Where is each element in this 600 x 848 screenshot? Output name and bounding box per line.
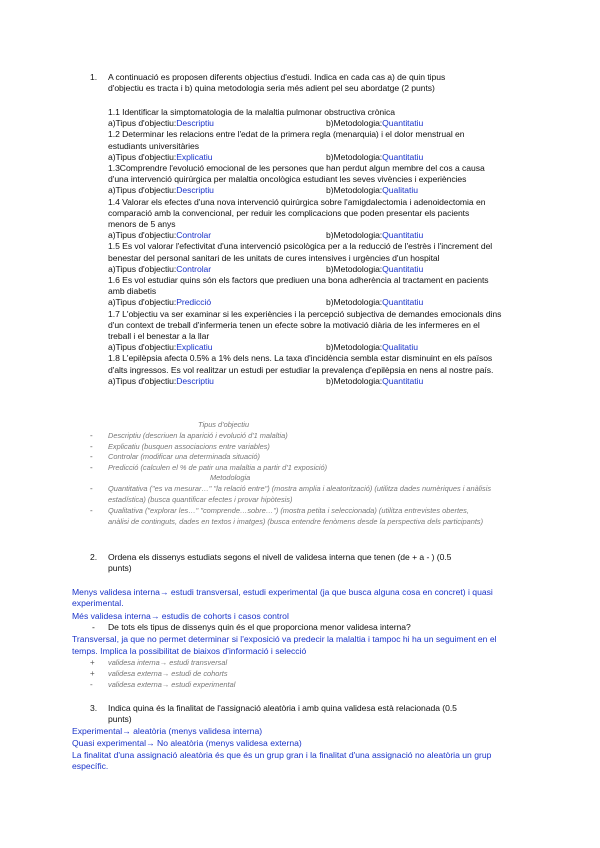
- q1-item-text: d'una intervenció quirúrgica per malaltia oncològica estudiant les seves vivències i experiències: [108, 174, 467, 185]
- q1-item-method-row: [326, 297, 423, 308]
- type-label: a)Tipus d'objectiu:: [108, 230, 177, 241]
- method-label: b)Metodologia:: [326, 151, 383, 162]
- q1-item-text: 1.1 Identificar la simptomatologia de la malaltia pulmonar obstructiva crònica: [108, 107, 396, 117]
- list-marker: +: [90, 669, 95, 678]
- type-value: Controlar: [176, 263, 212, 274]
- q1-item-text: menors de 5 anys: [108, 219, 176, 229]
- type-value: Explicatiu: [176, 151, 213, 162]
- method-value: Quantitatiu: [382, 263, 424, 274]
- q1-item-text: comparació amb la convencional, per reduir les complicacions que poden presentar els pacients: [108, 207, 470, 218]
- q2-sub-marker: -: [92, 622, 95, 632]
- q3-text-line-2: punts): [108, 714, 132, 724]
- method-label: b)Metodologia:: [326, 185, 383, 196]
- q1-item-answer-row: [108, 376, 214, 387]
- bullet-dash: -: [90, 462, 93, 472]
- q1-item-text: 1.8 L'epilèpsia afecta 0.5% a 1% dels nens. La taxa d'incidència sembla estar disminuint en els països: [108, 353, 493, 364]
- q1-item-answer-row: [108, 152, 212, 163]
- bullet-dash: -: [90, 484, 93, 493]
- notes-method-item: Quantitativa ("es va mesurar…" "la relació entre") (mostra amplia i aleatorització) (utilitza dades numèriques i anàlisis: [108, 484, 492, 493]
- q1-item-answer-row: [108, 297, 211, 308]
- type-label: a)Tipus d'objectiu:: [108, 263, 177, 274]
- q1-text-line-1: A continuació es proposen diferents objectius d'estudi. Indica en cada cas a) de quin tipus: [108, 72, 446, 82]
- q1-item-method-row: [326, 185, 418, 196]
- notes-objective-item: Descriptiu (descriuen la aparició i evolució d'1 malaltia): [108, 431, 288, 440]
- q1-item-answer-row: [108, 185, 214, 196]
- q1-item-text: amb diabetis: [108, 286, 157, 297]
- method-label: b)Metodologia:: [326, 263, 383, 274]
- type-value: Descriptiu: [176, 118, 214, 129]
- q1-item-text: 1.2 Determinar les relacions entre l'edat de la primera regla (menarquia) i el dolor menstrual en: [108, 129, 465, 140]
- type-value: Explicatiu: [176, 342, 213, 353]
- q2-validity-item: validesa interna→ estudi transversal: [108, 658, 228, 667]
- type-label: a)Tipus d'objectiu:: [108, 342, 177, 353]
- q1-item-method-row: [326, 152, 423, 163]
- q1-item-text: estudiants universitàries: [108, 140, 199, 151]
- q1-item-method-row: [326, 118, 423, 129]
- method-label: b)Metodologia:: [326, 375, 383, 386]
- method-value: Quantitatiu: [382, 297, 424, 308]
- q1-item-text: 1.4 Valorar els efectes d'una nova intervenció quirúrgica sobre l'amigdalectomia i adenoidectomia en: [108, 196, 486, 207]
- q1-item-method-row: [326, 230, 423, 241]
- type-label: a)Tipus d'objectiu:: [108, 297, 177, 308]
- q1-item-text: 1.7 L'objectiu va ser examinar si les experiències i la percepció subjectiva de demandes emocionals dins: [108, 308, 502, 319]
- method-label: b)Metodologia:: [326, 118, 383, 129]
- bullet-dash: -: [90, 506, 93, 515]
- q1-item-text: benestar del personal sanitari de les unitats de cures intensives i urgències d'un hospital: [108, 252, 440, 263]
- q1-item-text: d'un context de treball d'infermeria tenen un efecte sobre la motivació diària de les infermeres en el: [108, 319, 480, 330]
- q1-item-answer-row: [108, 118, 214, 129]
- q2-answer-line-1: Menys validesa interna→ estudi transversal, estudi experimental (ja que busca alguna cosa en concret) i quasi: [72, 587, 493, 597]
- q1-item-text: treball i el benestar a la llar: [108, 331, 210, 341]
- q1-item-text: d'alts ingressos. Es vol realitzar un estudi per estudiar la prevalença d'epilèpsia en nens al nostre país.: [108, 364, 494, 375]
- notes-method-item: anàlisi de continguts, dades en textos i imatges) (busca entendre fenòmens desde la perspectiva dels participants): [108, 517, 484, 526]
- q3-text-line-1: Indica quina és la finalitat de l'assignació aleatòria i amb quina validesa està relacionada (0.5: [108, 703, 457, 713]
- q1-item-answer-row: [108, 264, 211, 275]
- q1-item-method-row: [326, 264, 423, 275]
- method-label: b)Metodologia:: [326, 230, 383, 241]
- q2-sub-question: De tots els tipus de dissenys quin és el que proporciona menor validesa interna?: [108, 622, 411, 632]
- method-label: b)Metodologia:: [326, 342, 383, 353]
- type-label: a)Tipus d'objectiu:: [108, 151, 177, 162]
- q1-item-text: 1.3Comprendre l'evolució emocional de les persones que han perdut algun membre del cos a causa: [108, 163, 485, 173]
- q1-item-answer-row: [108, 342, 212, 353]
- q3-number: 3.: [90, 703, 98, 713]
- method-label: b)Metodologia:: [326, 297, 383, 308]
- type-value: Controlar: [176, 230, 212, 241]
- list-marker: +: [90, 658, 95, 667]
- method-value: Qualitatiu: [382, 342, 418, 353]
- type-label: a)Tipus d'objectiu:: [108, 185, 177, 196]
- bullet-dash: -: [90, 431, 93, 440]
- notes-objective-item: Predicció (calculen el % de patir una malaltia a partir d'1 exposició): [108, 462, 328, 472]
- q2-sub-answer-line-2: temps. Implica la possibilitat de biaixos d'informació i selecció: [72, 646, 307, 656]
- q1-item-method-row: [326, 376, 423, 387]
- method-value: Quantitatiu: [382, 375, 424, 386]
- q2-answer-line-3: Més validesa interna→ estudis de cohorts i casos control: [72, 611, 289, 621]
- notes-method-item: Qualitativa ("explorar les…" "comprende…sobre…") (mostra petita i seleccionada) (utilitza entrevistes obertes,: [108, 506, 469, 515]
- q2-answer-line-2: experimental.: [72, 598, 124, 608]
- notes-method-item: estadística) (busca quantificar efectes i provar hipòtesis): [108, 495, 293, 504]
- bullet-dash: -: [90, 452, 93, 461]
- q1-number: 1.: [90, 72, 98, 82]
- q3-answer-line-1: Experimental→ aleatòria (menys validesa interna): [72, 726, 263, 736]
- q3-answer-line-3: La finalitat d'una assignació aleatòria és que és un grup gran i la finalitat d'una assignació no aleatòria un grup: [72, 750, 492, 760]
- type-label: a)Tipus d'objectiu:: [108, 118, 177, 129]
- notes-heading-method: Metodologia: [210, 473, 251, 482]
- method-value: Quantitatiu: [382, 118, 424, 129]
- q1-item-answer-row: [108, 230, 211, 241]
- list-marker: -: [90, 680, 93, 689]
- notes-objective-item: Controlar (modificar una determinada situació): [108, 452, 260, 461]
- q1-text-line-2: d'objectiu es tracta i b) quina metodologia seria més adient pel seu abordatge (2 punts): [108, 83, 435, 93]
- bullet-dash: -: [90, 441, 93, 451]
- type-value: Descriptiu: [176, 375, 214, 386]
- q1-item-method-row: [326, 342, 418, 353]
- notes-heading-objective: Tipus d'objectiu: [198, 420, 250, 429]
- q1-item-text: 1.5 Es vol valorar l'efectivitat d'una intervenció psicològica per a la reducció de l'estrès i l'increment del: [108, 241, 493, 252]
- q2-text-line-2: punts): [108, 563, 132, 573]
- q2-number: 2.: [90, 552, 98, 562]
- q1-item-text: 1.6 Es vol estudiar quins són els factors que prediuen una bona adherència al tractament en pacients: [108, 275, 489, 285]
- q2-sub-answer-line-1: Transversal, ja que no permet determinar si l'exposició va predecir la malaltia i tampoc hi ha un seguiment en el: [72, 634, 497, 644]
- method-value: Qualitatiu: [382, 185, 418, 196]
- q3-answer-line-2: Quasi experimental→ No aleatòria (menys validesa externa): [72, 738, 302, 748]
- notes-objective-item: Explicatiu (busquen associacions entre variables): [108, 441, 270, 451]
- q2-validity-item: validesa externa→ estudi de cohorts: [108, 669, 228, 678]
- type-value: Descriptiu: [176, 185, 214, 196]
- method-value: Quantitatiu: [382, 230, 424, 241]
- method-value: Quantitatiu: [382, 151, 424, 162]
- q2-validity-item: validesa externa→ estudi experimental: [108, 680, 236, 689]
- type-label: a)Tipus d'objectiu:: [108, 375, 177, 386]
- type-value: Predicció: [176, 297, 212, 308]
- q2-text-line-1: Ordena els dissenys estudiats segons el nivell de validesa interna que tenen (de + a - ) (0.5: [108, 552, 452, 562]
- q3-answer-line-4: específic.: [72, 761, 109, 771]
